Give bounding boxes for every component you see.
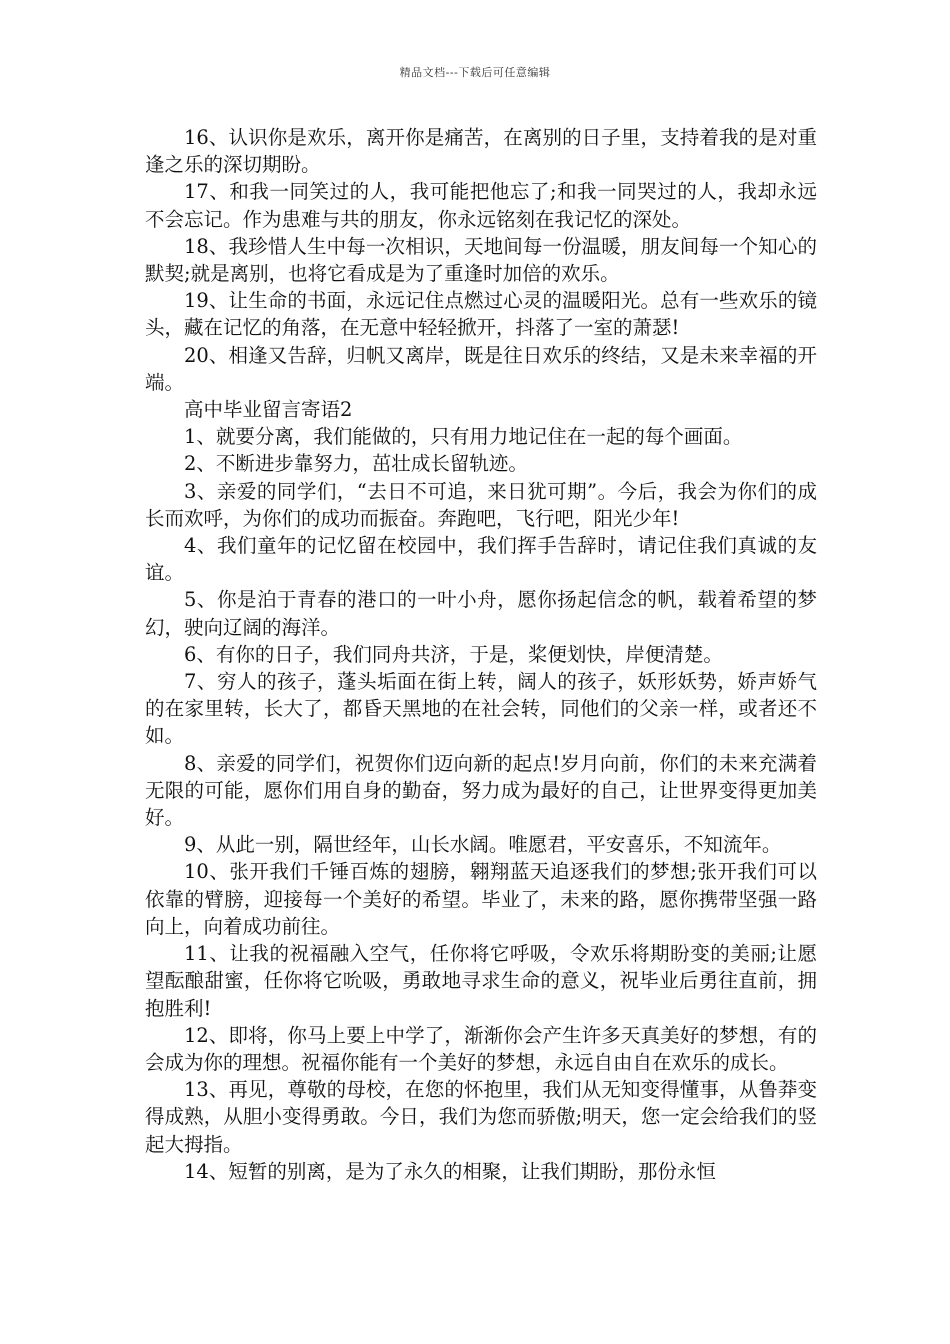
- paragraph-s2-6: 6、有你的日子，我们同舟共济，于是，桨便划快，岸便清楚。: [184, 642, 723, 666]
- paragraph-s2-7: 7、穷人的孩子，蓬头垢面在街上转，阔人的孩子，妖形妖势，娇声娇气的在家里转，长大了，都昏天黑地的在社会转，同他们的父亲一样，或者还不如。: [145, 670, 817, 748]
- paragraph-20: 20、相逢又告辞，归帆又离岸，既是往日欢乐的终结，又是未来幸福的开端。: [145, 343, 817, 394]
- paragraph-s2-3: 3、亲爱的同学们，“去日不可追，来日犹可期”。今后，我会为你们的成长而欢呼，为你们的成功而振奋。奔跑吧，飞行吧，阳光少年!: [145, 479, 817, 530]
- paragraph-19: 19、让生命的书面，永远记住点燃过心灵的温暖阳光。总有一些欢乐的镜头，藏在记忆的角落，在无意中轻轻掀开，抖落了一室的萧瑟!: [145, 289, 817, 340]
- paragraph-s2-11: 11、让我的祝福融入空气，任你将它呼吸，令欢乐将期盼变的美丽;让愿望酝酿甜蜜，任你将它吮吸，勇敢地寻求生命的意义，祝毕业后勇往直前，拥抱胜利!: [145, 942, 817, 1020]
- paragraph-s2-4: 4、我们童年的记忆留在校园中，我们挥手告辞时，请记住我们真诚的友谊。: [145, 534, 817, 585]
- paragraph-s2-8: 8、亲爱的同学们，祝贺你们迈向新的起点!岁月向前，你们的未来充满着无限的可能，愿你们用自身的勤奋，努力成为最好的自己，让世界变得更加美好。: [145, 751, 817, 830]
- paragraph-s2-5: 5、你是泊于青春的港口的一叶小舟，愿你扬起信念的帆，载着希望的梦幻，驶向辽阔的海洋。: [145, 588, 817, 639]
- paragraph-s2-9: 9、从此一别，隔世经年，山长水阔。唯愿君，平安喜乐，不知流年。: [184, 833, 782, 857]
- paragraph-s2-12: 12、即将，你马上要上中学了，渐渐你会产生许多天真美好的梦想，有的会成为你的理想。祝福你能有一个美好的梦想，永远自由自在欢乐的成长。: [145, 1023, 817, 1074]
- page-header: 精品文档---下载后可任意编辑: [399, 66, 551, 79]
- section-heading: 高中毕业留言寄语2: [184, 398, 353, 422]
- paragraph-17: 17、和我一同笑过的人，我可能把他忘了;和我一同哭过的人，我却永远不会忘记。作为患难与共的朋友，你永远铭刻在我记忆的深处。: [145, 180, 817, 231]
- paragraph-s2-2: 2、不断进步靠努力，茁壮成长留轨迹。: [184, 452, 528, 476]
- paragraph-18: 18、我珍惜人生中每一次相识，天地间每一份温暖，朋友间每一个知心的默契;就是离别，也将它看成是为了重逢时加倍的欢乐。: [145, 234, 817, 286]
- paragraph-16: 16、认识你是欢乐，离开你是痛苦，在离别的日子里，支持着我的是对重逢之乐的深切期盼。: [145, 126, 817, 177]
- paragraph-s2-10: 10、张开我们千锤百炼的翅膀，翱翔蓝天追逐我们的梦想;张开我们可以依靠的臂膀，迎接每一个美好的希望。毕业了，未来的路，愿你携带坚强一路向上，向着成功前往。: [145, 860, 817, 938]
- paragraph-s2-14: 14、短暂的别离，是为了永久的相聚，让我们期盼，那份永恒: [184, 1159, 716, 1183]
- document-body: [145, 124, 817, 1185]
- paragraph-s2-13: 13、再见，尊敬的母校，在您的怀抱里，我们从无知变得懂事，从鲁莽变得成熟，从胆小变得勇敢。今日，我们为您而骄傲;明天，您一定会给我们的竖起大拇指。: [145, 1078, 817, 1156]
- paragraph-s2-1: 1、就要分离，我们能做的，只有用力地记住在一起的每个画面。: [184, 425, 743, 449]
